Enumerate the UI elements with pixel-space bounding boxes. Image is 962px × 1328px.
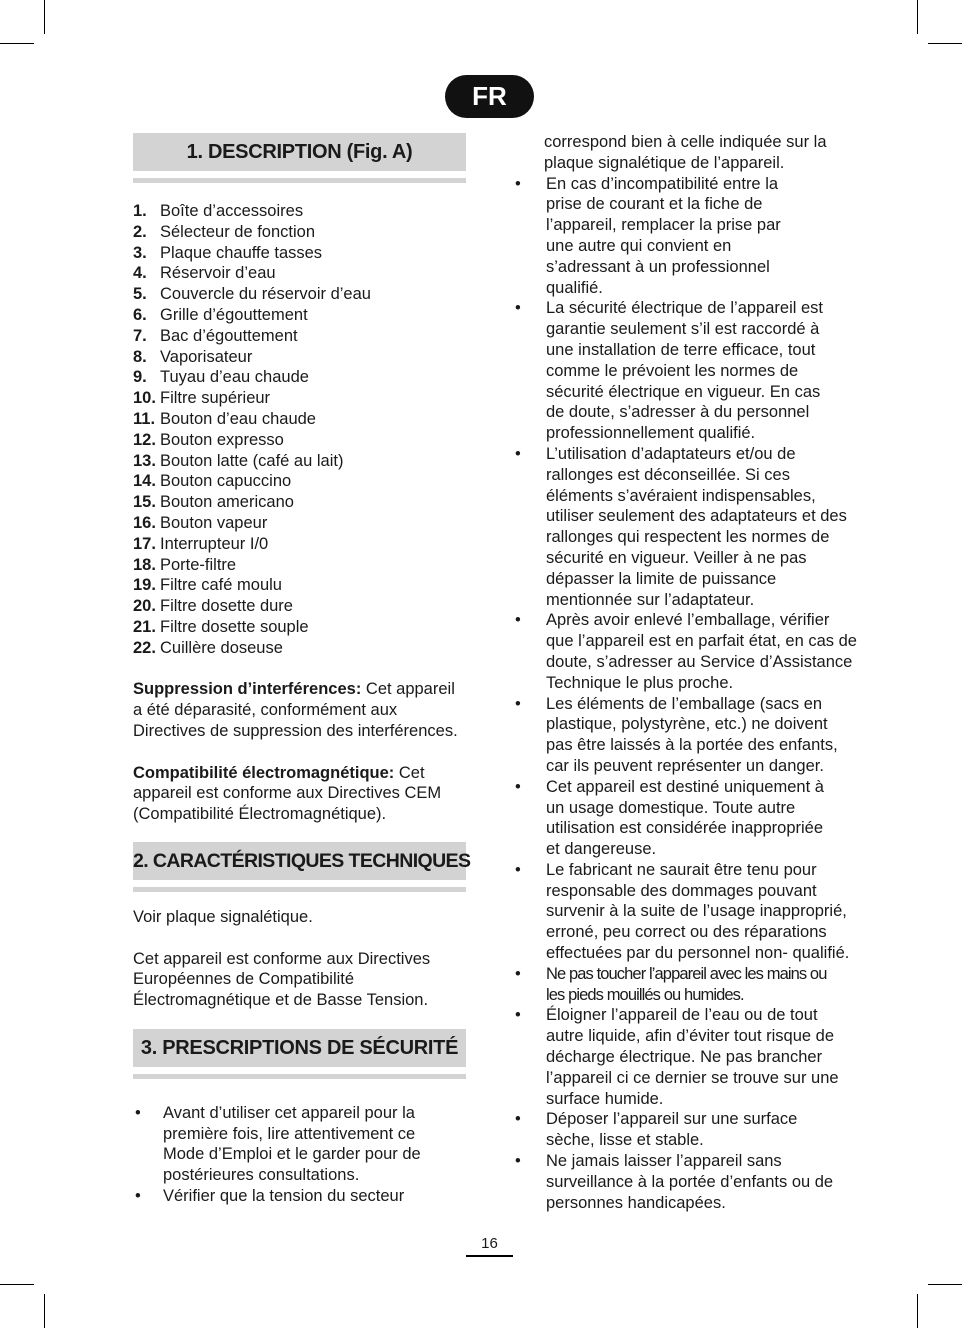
right-column <box>513 132 858 1213</box>
list-item: 7. Bac d’égouttement <box>133 326 298 345</box>
list-item: • Le fabricant ne saurait être tenu pour responsable des dommages pouvant survenir à la suite de l’usage inapproprié, erroné, peu correct ou des réparations effectuées par du personnel non- qualifié. <box>515 860 850 963</box>
list-item: 21. Filtre dosette souple <box>133 617 309 636</box>
crop-mark <box>928 1284 962 1285</box>
list-item: 4. Réservoir d’eau <box>133 264 276 283</box>
left-column <box>133 133 471 1207</box>
list-item: 13. Bouton latte (café au lait) <box>133 451 344 470</box>
list-item: 22. Cuillère doseuse <box>133 638 283 657</box>
section-3-heading: 3. PRESCRIPTIONS DE SÉCURITÉ <box>133 1029 466 1067</box>
conformity-text: Cet appareil est conforme aux Directives Européennes de Compatibilité Électromagnétique et de Basse Tension. <box>133 949 431 1010</box>
list-item: • Ne jamais laisser l’appareil sans surveillance à la portée d’enfants ou de personnes handicapées. <box>515 1152 834 1212</box>
emc-paragraph <box>133 763 466 825</box>
list-item: • Cet appareil est destiné uniquement à un usage domestique. Toute autre utilisation est considérée inappropriée et dangereuse. <box>515 777 824 859</box>
interference-text: Cet appareil a été déparasité, conformément aux Directives de suppression des interférences. <box>133 680 458 740</box>
crop-mark <box>917 0 918 34</box>
crop-mark <box>917 1294 918 1328</box>
list-item: 5. Couvercle du réservoir d’eau <box>133 285 371 304</box>
emc-label: Compatibilité électromagnétique: <box>133 763 395 782</box>
list-item: • L’utilisation d’adaptateurs et/ou de rallonges est déconseillée. Si ces éléments s’avéraient indispensables, utiliser seulement des adaptateurs et des rallonges qui respectent les normes de sécurité en vigueur. Veiller à ne pas dépasser la limite de puissance mentionnée sur l’adaptateur. <box>515 444 847 609</box>
list-item: • Avant d’utiliser cet appareil pour la première fois, lire attentivement ce Mode d’Emploi et le garder pour de postérieures consultations. <box>135 1103 421 1185</box>
safety-list-right <box>513 174 858 1214</box>
list-item: 2. Sélecteur de fonction <box>133 222 316 241</box>
list-item: • Les éléments de l’emballage (sacs en plastique, polystyrène, etc.) ne doivent pas être laissés à la portée des enfants, car ils peuvent représenter un danger. <box>515 694 838 775</box>
list-item: 18. Porte-filtre <box>133 555 237 574</box>
interference-paragraph <box>133 679 466 741</box>
section-2-heading: 2. CARACTÉRISTIQUES TECHNIQUES <box>133 842 466 880</box>
language-badge: FR <box>445 75 534 118</box>
list-item: 3. Plaque chauffe tasses <box>133 243 323 262</box>
list-item: 11. Bouton d’eau chaude <box>133 409 316 428</box>
list-item: • La sécurité électrique de l’appareil est garantie seulement s’il est raccordé à une installation de terre efficace, tout comme le prévoient les normes de sécurité électrique en vigueur. En cas de doute, s’adresser à du personnel professionnellement qualifié. <box>515 299 823 443</box>
rating-plate-text: Voir plaque signalétique. <box>133 907 313 926</box>
interference-label: Suppression d’interférences: <box>133 680 362 699</box>
list-item: 10. Filtre supérieur <box>133 389 271 408</box>
crop-mark <box>44 1294 45 1328</box>
list-item: • Ne pas toucher l’appareil avec les mains ou les pieds mouillés ou humides. <box>515 964 827 1004</box>
list-item: 20. Filtre dosette dure <box>133 597 293 616</box>
list-item: • En cas d’incompatibilité entre la prise de courant et la fiche de l’appareil, remplacer la prise par une autre qui convient en s’adressant à un professionnel qualifié. <box>515 174 781 297</box>
list-item: • Éloigner l’appareil de l’eau ou de tout autre liquide, afin d’éviter tout risque de décharge électrique. Ne pas brancher l’appareil ci ce dernier se trouve sur une surface humide. <box>515 1006 839 1108</box>
list-item: 6. Grille d’égouttement <box>133 305 308 324</box>
list-item: 9. Tuyau d’eau chaude <box>133 368 309 387</box>
section-divider <box>133 1074 466 1079</box>
list-item: 16. Bouton vapeur <box>133 513 268 532</box>
crop-mark <box>0 43 34 44</box>
list-item: • Après avoir enlevé l’emballage, vérifier que l’appareil est en parfait état, en cas de doute, s’adresser au Service d’Assistance Technique le plus proche. <box>515 611 857 692</box>
safety-list-left <box>133 1103 466 1207</box>
crop-mark <box>928 43 962 44</box>
list-item: 19. Filtre café moulu <box>133 576 282 595</box>
list-item: 12. Bouton expresso <box>133 430 284 449</box>
page-number: 16 <box>466 1234 513 1257</box>
list-item: 17. Interrupteur I/0 <box>133 534 269 553</box>
crop-mark <box>0 1284 34 1285</box>
section-divider <box>133 887 466 892</box>
list-item: 14. Bouton capuccino <box>133 472 292 491</box>
emc-text: Cet appareil est conforme aux Directives CEM (Compatibilité Électromagnétique). <box>133 763 442 824</box>
parts-list <box>133 201 466 659</box>
list-item: 15. Bouton americano <box>133 493 294 512</box>
crop-mark <box>44 0 45 34</box>
list-item: • Déposer l’appareil sur une surface sèche, lisse et stable. <box>515 1110 798 1150</box>
continuation-text: correspond bien à celle indiquée sur la plaque signalétique de l’appareil. <box>544 133 827 172</box>
list-item: • Vérifier que la tension du secteur <box>135 1187 405 1206</box>
list-item: 1. Boîte d’accessoires <box>133 202 304 220</box>
section-1-heading: 1. DESCRIPTION (Fig. A) <box>133 133 466 171</box>
list-item: 8. Vaporisateur <box>133 347 253 366</box>
section-divider <box>133 178 466 183</box>
